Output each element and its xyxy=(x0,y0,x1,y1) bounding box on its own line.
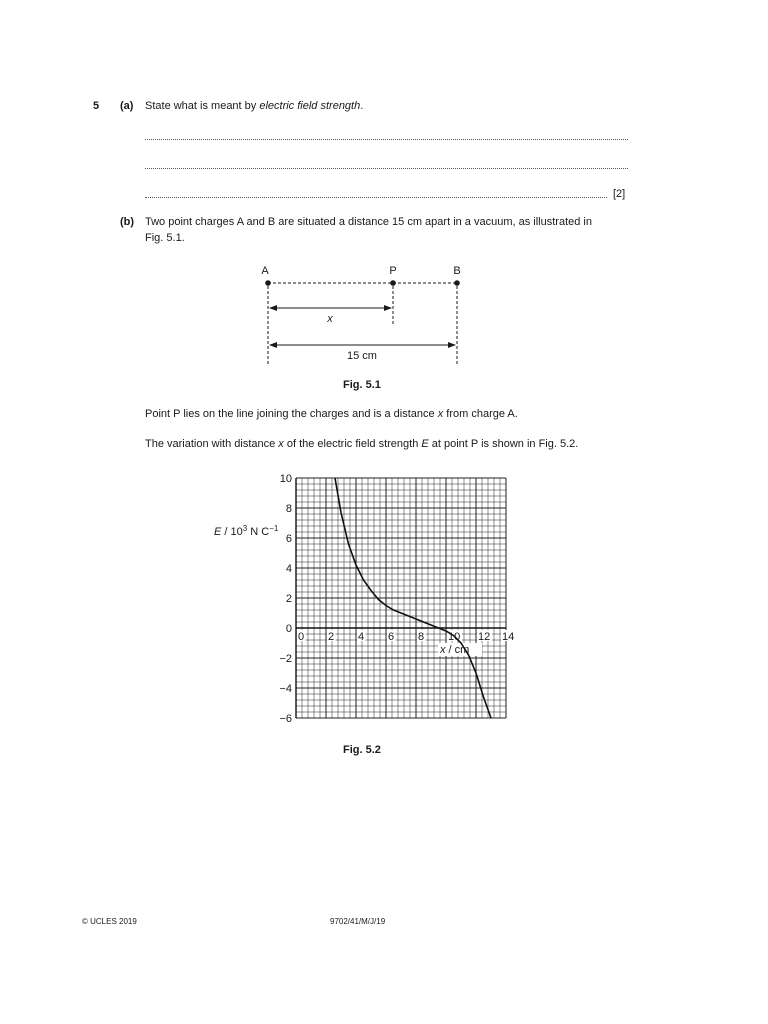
y-tick-label: −2 xyxy=(279,653,292,665)
chart-y-tick-labels xyxy=(279,473,292,725)
variation-text-mid: of the electric field strength xyxy=(283,438,422,450)
x-tick-label: 6 xyxy=(388,631,395,643)
fig51-label-distance: 15 cm xyxy=(347,350,377,362)
part-a-prompt-end: . xyxy=(360,100,364,112)
variation-text-start: The variation with distance xyxy=(145,438,279,450)
x-tick-label: 0 xyxy=(298,631,305,643)
fig51-label-x: x xyxy=(327,313,333,325)
x-tick-label: 8 xyxy=(418,631,425,643)
part-a-marks: [2] xyxy=(613,188,626,200)
chart-y-axis-label: E / $10^3$ N $C^{-1}$ xyxy=(214,524,279,538)
point-p-text-var: x xyxy=(437,408,444,420)
point-p-text xyxy=(145,408,518,420)
x-tick-label: 12 xyxy=(478,631,491,643)
answer-line-3[interactable] xyxy=(145,197,607,198)
answer-line-2[interactable] xyxy=(145,168,628,169)
fig-5-2-chart xyxy=(200,466,530,728)
y-tick-label: 4 xyxy=(285,563,292,575)
y-tick-label: 6 xyxy=(285,533,292,545)
y-tick-label: 8 xyxy=(285,503,292,515)
x-tick-label: 10 xyxy=(448,631,461,643)
charge-a-dot xyxy=(265,280,271,286)
point-p-text-end: from charge A. xyxy=(443,408,518,420)
variation-text-var2: E xyxy=(421,438,429,450)
chart-x-axis-label: x / cm xyxy=(440,644,470,656)
y-tick-label: 0 xyxy=(285,623,292,635)
charge-b-dot xyxy=(454,280,460,286)
chart-grid xyxy=(296,478,506,718)
y-tick-label: 2 xyxy=(285,593,292,605)
x-tick-label: 14 xyxy=(502,631,515,643)
footer-code: 9702/41/M/J/19 xyxy=(330,917,386,926)
part-a-prompt-term: electric field strength xyxy=(259,100,361,112)
fig51-label-a: A xyxy=(261,265,269,277)
fig-5-1-caption: Fig. 5.1 xyxy=(343,379,381,391)
fig-5-1-diagram xyxy=(255,258,475,370)
x-tick-label: 4 xyxy=(358,631,365,643)
part-b-line-2: Fig. 5.1. xyxy=(145,232,185,244)
part-b-line-1: Two point charges A and B are situated a distance 15 cm apart in a vacuum, as illustrated in xyxy=(145,216,592,228)
y-tick-label: 10 xyxy=(279,473,292,485)
question-number: 5 xyxy=(93,100,100,112)
part-a-prompt-start: State what is meant by xyxy=(145,100,260,112)
fig-5-2-caption: Fig. 5.2 xyxy=(343,744,381,756)
point-p-text-start: Point P lies on the line joining the charges and is a distance xyxy=(145,408,438,420)
variation-text xyxy=(145,438,578,450)
fig51-label-b: B xyxy=(453,265,461,277)
point-p-dot xyxy=(390,280,396,286)
y-tick-label: −6 xyxy=(279,713,292,725)
x-tick-label: 2 xyxy=(328,631,335,643)
fig51-label-p: P xyxy=(389,265,397,277)
part-a-prompt xyxy=(145,100,363,112)
answer-line-1[interactable] xyxy=(145,139,628,140)
part-a-label: (a) xyxy=(120,100,134,112)
footer-copyright: © UCLES 2019 xyxy=(82,917,137,926)
y-tick-label: −4 xyxy=(279,683,292,695)
variation-text-var1: x xyxy=(278,438,284,450)
part-b-label: (b) xyxy=(120,216,135,228)
chart-x-tick-labels xyxy=(297,630,516,643)
variation-text-end: at point P is shown in Fig. 5.2. xyxy=(428,438,579,450)
